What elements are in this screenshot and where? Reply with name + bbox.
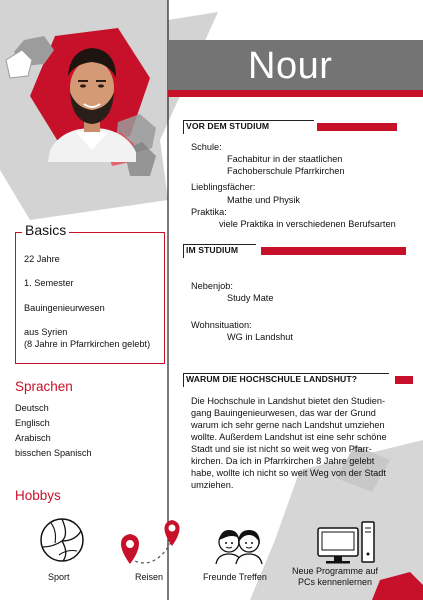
language-item: Arabisch: [15, 433, 51, 443]
favorites-value: Mathe und Physik: [227, 195, 301, 205]
school-line-2: Fachoberschule Pfarrkirchen: [227, 166, 345, 176]
school-label: Schule:: [191, 142, 222, 152]
section-before-study: [183, 120, 413, 133]
why-line: Die Hochschule in Landshut bietet den Studien-: [191, 396, 386, 406]
job-value: Study Mate: [227, 293, 274, 303]
basics-semester: 1. Semester: [24, 278, 74, 288]
favorites-label: Lieblingsfächer:: [191, 182, 256, 192]
internships-label: Praktika:: [191, 207, 227, 217]
why-line: kirchen. Da ich in Pfarrkirchen 8 Jahre gelebt: [191, 456, 375, 466]
hobby-label-computer: [292, 566, 378, 588]
why-line: gang Bauingenieurwesen, das war der Grund: [191, 408, 376, 418]
map-route-icon: [114, 518, 186, 570]
why-line: warum ich sehr gerne nach Landshut umziehen: [191, 420, 385, 430]
volleyball-icon: [39, 517, 85, 563]
hobby-label-friends: Freunde Treffen: [203, 572, 267, 582]
why-line: wollte. Außerdem Landshut ist eine sehr schöne: [191, 432, 387, 442]
basics-program: Bauingenieurwesen: [24, 303, 105, 313]
computer-icon: [316, 520, 376, 566]
hobby-label-computer-line-1: Neue Programme auf: [292, 566, 379, 576]
language-item: bisschen Spanisch: [15, 448, 92, 458]
basics-origin-1: aus Syrien: [24, 327, 68, 337]
internships-value: viele Praktika in verschiedenen Berufsarten: [219, 219, 396, 229]
section-during-study: [183, 244, 413, 257]
section-heading-during-study: IM STUDIUM: [186, 245, 239, 255]
why-line: Stadt und sie ist nicht so weit weg von Pfarr-: [191, 444, 372, 454]
portrait: [0, 0, 168, 200]
school-line-1: Fachabitur in der staatlichen: [227, 154, 343, 164]
friends-icon: [212, 524, 266, 566]
language-item: Englisch: [15, 418, 50, 428]
basics-age: 22 Jahre: [24, 254, 60, 264]
living-label: Wohnsituation:: [191, 320, 252, 330]
hobbies-title: Hobbys: [15, 488, 61, 503]
section-heading-why: WARUM DIE HOCHSCHULE LANDSHUT?: [186, 374, 358, 384]
why-line: umziehen.: [191, 480, 234, 490]
basics-title: Basics: [22, 222, 69, 238]
languages-title: Sprachen: [15, 379, 73, 394]
job-label: Nebenjob:: [191, 281, 233, 291]
name-heading: Nour: [248, 45, 333, 87]
section-why: [183, 373, 413, 386]
why-line: habe, wollte ich nicht so weit Weg von der Stadt: [191, 468, 386, 478]
hobby-label-sport: Sport: [48, 572, 70, 582]
hobby-label-travel: Reisen: [135, 572, 164, 582]
name-underline: [168, 90, 423, 97]
hobby-label-computer-line-2: PCs kennenlernen: [297, 577, 373, 587]
living-value: WG in Landshut: [227, 332, 293, 342]
section-heading-before-study: VOR DEM STUDIUM: [186, 121, 270, 131]
basics-origin-2: (8 Jahre in Pfarrkirchen gelebt): [24, 339, 151, 349]
name-banner: [168, 40, 423, 90]
language-item: Deutsch: [15, 403, 49, 413]
why-paragraph: [191, 395, 387, 491]
